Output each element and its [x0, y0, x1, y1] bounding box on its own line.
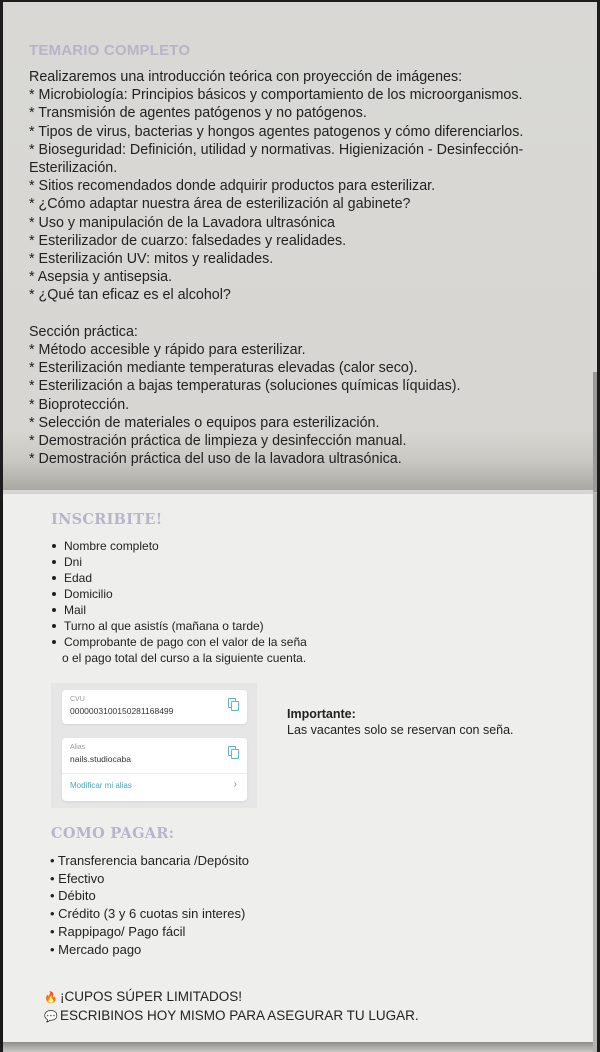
payment-item: • Transferencia bancaria /Depósito: [50, 853, 249, 868]
bullet-icon: [52, 624, 56, 628]
practice-item: * Esterilización a bajas temperaturas (soluciones químicas líquidas).: [29, 378, 461, 395]
alias-value: nails.studiocaba: [70, 754, 131, 764]
cta-contact-text: ESCRIBINOS HOY MISMO PARA ASEGURAR TU LUGAR.: [60, 1008, 419, 1023]
important-text: Las vacantes solo se reservan con seña.: [287, 723, 514, 737]
scrollbar-thumb[interactable]: [593, 372, 597, 492]
requirement-item: Comprobante de pago con el valor de la seña: [50, 634, 307, 650]
theory-item: Esterilización.: [29, 160, 118, 177]
temario-body: [29, 68, 585, 468]
copy-icon[interactable]: [228, 746, 238, 757]
cta-line-1: [44, 988, 419, 1007]
temario-title: TEMARIO COMPLETO: [29, 42, 191, 59]
spacer: [29, 305, 585, 323]
chevron-right-icon[interactable]: ›: [233, 779, 237, 790]
copy-icon[interactable]: [228, 698, 238, 709]
theory-item: * Asepsia y antisepsia.: [29, 269, 173, 286]
payment-item: • Débito: [50, 888, 96, 904]
bullet-icon: [52, 608, 56, 612]
bullet-icon: [52, 640, 56, 644]
practice-item: * Método accesible y rápido para esterilizar.: [29, 342, 306, 359]
payment-title: COMO PAGAR:: [51, 825, 175, 842]
requirement-item: Turno al que asistís (mañana o tarde): [50, 618, 307, 634]
important-title: Importante:: [287, 707, 356, 721]
payment-item: • Mercado pago: [50, 941, 142, 957]
cta-line-2: [44, 1007, 419, 1026]
theory-item: * Esterilización UV: mitos y realidades.: [29, 251, 274, 268]
alias-card: [62, 738, 247, 801]
theory-item: * ¿Qué tan eficaz es el alcohol?: [29, 287, 231, 304]
payment-list: [50, 852, 249, 958]
theory-item: * Bioseguridad: Definición, utilidad y normativas. Higienización - Desinfección-: [29, 141, 524, 158]
important-note: [287, 706, 514, 738]
practice-item: * Selección de materiales o equipos para esterilización.: [29, 414, 380, 431]
requirement-continuation: o el pago total del curso a la siguiente cuenta.: [62, 651, 307, 665]
cvu-value: 0000003100150281168499: [70, 706, 174, 716]
requirement-item: Dni: [50, 554, 307, 570]
call-to-action: [44, 988, 419, 1026]
bullet-icon: [52, 576, 56, 580]
practice-title: Sección práctica:: [29, 323, 138, 340]
cvu-label: CVU: [70, 696, 85, 703]
theory-item: * Microbiología: Principios básicos y comportamiento de los microorganismos.: [29, 87, 523, 104]
payment-item: • Efectivo: [50, 870, 105, 886]
cta-limited-text: ¡CUPOS SÚPER LIMITADOS!: [60, 989, 243, 1004]
panel-shadow: [3, 1042, 597, 1052]
bullet-icon: [52, 560, 56, 564]
requirement-item: Nombre completo: [50, 538, 307, 554]
theory-item: * Sitios recomendados donde adquirir productos para esterilizar.: [29, 178, 436, 195]
temario-intro: Realizaremos una introducción teórica con proyección de imágenes:: [29, 69, 463, 85]
theory-item: * Tipos de virus, bacterias y hongos agentes patogenos y cómo diferenciarlos.: [29, 123, 524, 140]
practice-item: * Bioprotección.: [29, 396, 130, 413]
alias-label: Alias: [70, 744, 86, 751]
speech-bubble-icon: 💬: [44, 1011, 58, 1023]
inscribite-list: [50, 538, 307, 666]
inscribite-title: INSCRIBITE!: [51, 511, 163, 528]
practice-item: * Demostración práctica del uso de la lavadora ultrasónica.: [29, 451, 402, 468]
theory-item: * ¿Cómo adaptar nuestra área de esterilización al gabinete?: [29, 196, 411, 213]
scrollbar[interactable]: [593, 372, 597, 1052]
bullet-icon: [52, 592, 56, 596]
requirement-item: Domicilio: [50, 586, 307, 602]
account-screenshot: [51, 683, 257, 808]
requirement-item: Edad: [50, 570, 307, 586]
modify-alias-link[interactable]: Modificar mi alias: [70, 781, 132, 790]
bullet-icon: [52, 544, 56, 548]
practice-item: * Esterilización mediante temperaturas elevadas (calor seco).: [29, 360, 418, 377]
divider: [62, 773, 247, 774]
fire-icon: 🔥: [44, 992, 58, 1004]
requirement-item: Mail: [50, 602, 307, 618]
theory-item: * Uso y manipulación de la Lavadora ultrasónica: [29, 214, 335, 231]
cvu-card: [62, 690, 247, 724]
payment-item: • Crédito (3 y 6 cuotas sin interes): [50, 906, 246, 922]
theory-item: * Transmisión de agentes patógenos y no patógenos.: [29, 105, 367, 122]
theory-item: * Esterilizador de cuarzo: falsedades y realidades.: [29, 232, 347, 249]
payment-item: • Rappipago/ Pago fácil: [50, 923, 186, 939]
practice-item: * Demostración práctica de limpieza y desinfección manual.: [29, 433, 407, 450]
